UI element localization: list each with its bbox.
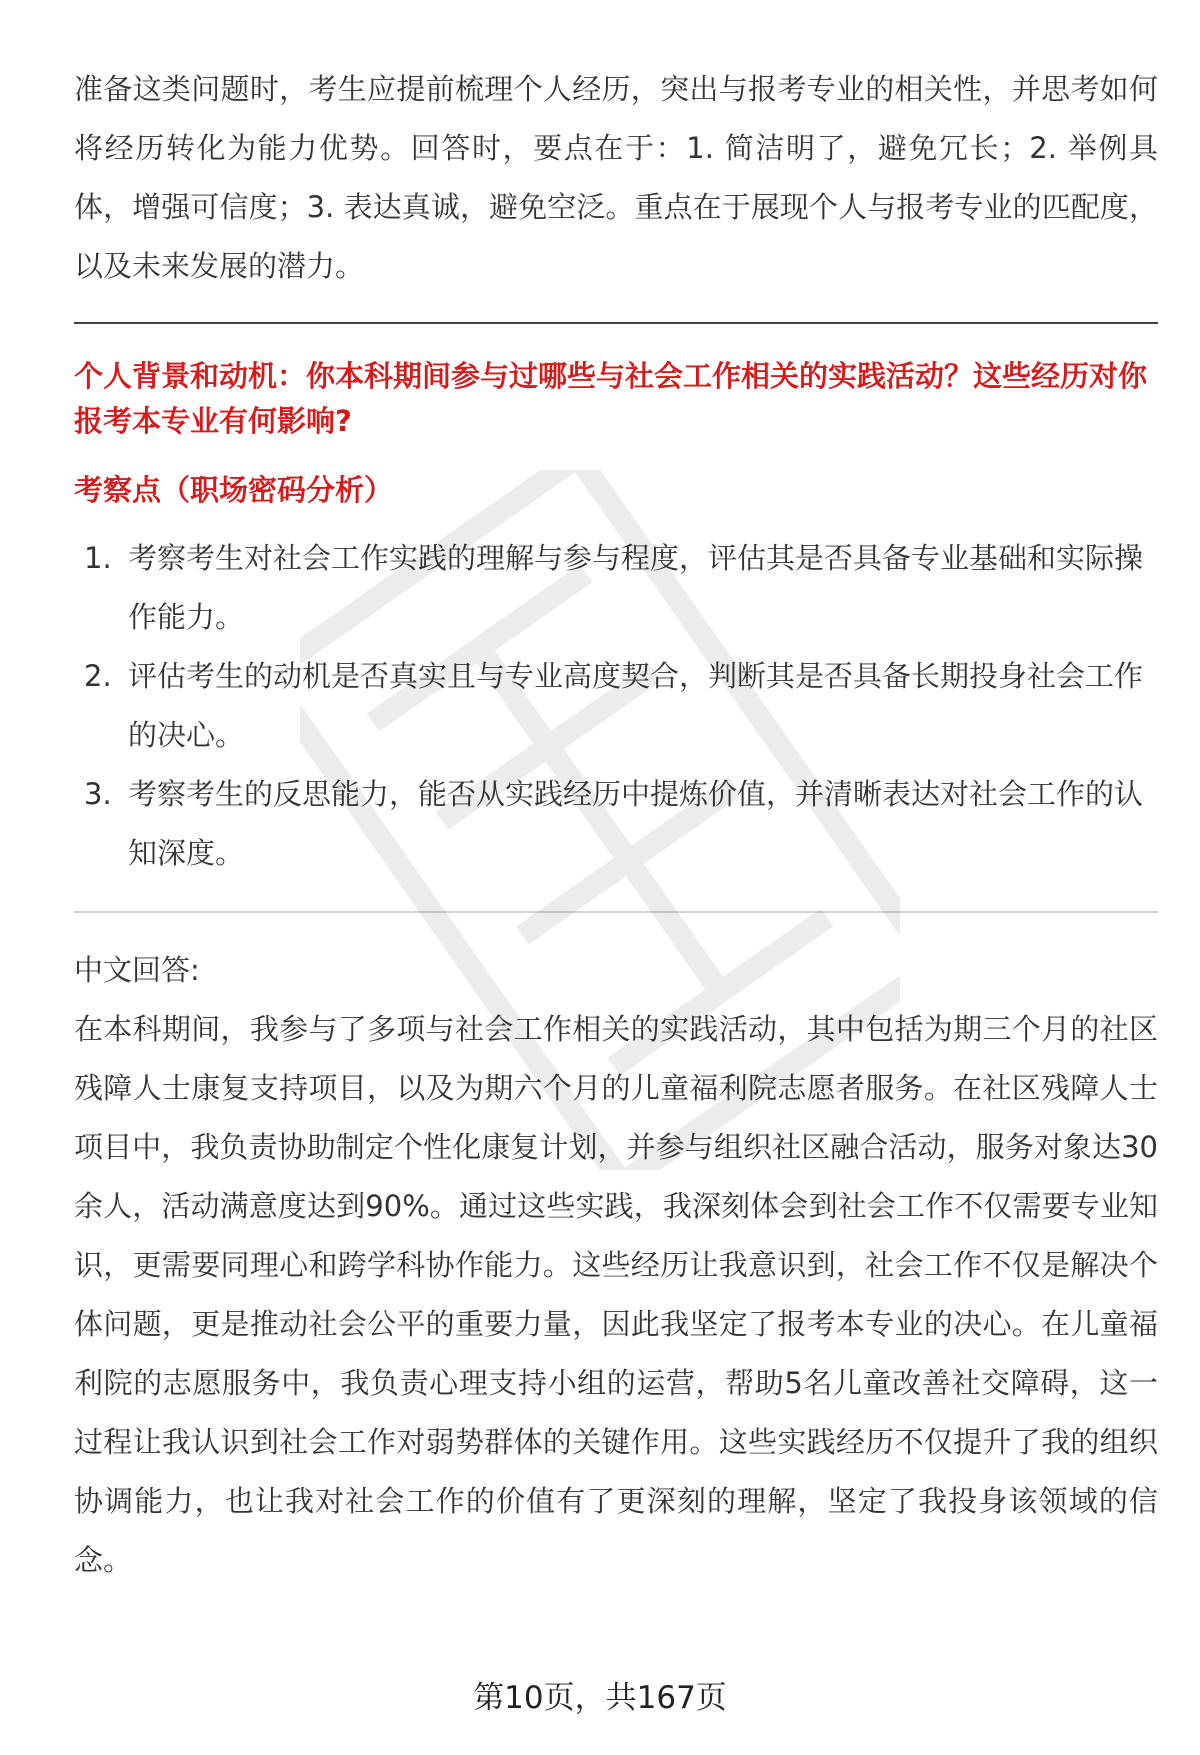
list-item-text: 评估考生的动机是否真实且与专业高度契合，判断其是否具备长期投身社会工作的决心。 (128, 659, 1144, 752)
answer-paragraph: 在本科期间，我参与了多项与社会工作相关的实践活动，其中包括为期三个月的社区残障人士康复支持项目，以及为期六个月的儿童福利院志愿者服务。在社区残障人士项目中，我负责协助制定个性化康复计划，并参与组织社区融合活动，服务对象达30余人，活动满意度达到90%。通过这些实践，我深刻体会到社会工作不仅需要专业知识，更需要同理心和跨学科协作能力。这些经历让我意识到，社会工作不仅是解决个体问题，更是推动社会公平的重要力量，因此我坚定了报考本专业的决心。在儿童福利院的志愿服务中，我负责心理支持小组的运营，帮助5名儿童改善社交障碍，这一过程让我认识到社会工作对弱势群体的关键作用。这些实践经历不仅提升了我的组织协调能力，也让我对社会工作的价值有了更深刻的理解，坚定了我投身该领域的信念。 (74, 1012, 1158, 1577)
page-footer: 第10页，共167页 (473, 1680, 727, 1716)
answer-label: 中文回答: (74, 953, 200, 987)
list-item (74, 765, 1158, 883)
intro-paragraph: 准备这类问题时，考生应提前梳理个人经历，突出与报考专业的相关性，并思考如何将经历转化为能力优势。回答时，要点在于：1. 简洁明了，避免冗长；2. 举例具体，增强可信度；3. 表达真诚，避免空泛。重点在于展现个人与报考专业的匹配度，以及未来发展的潜力。 (74, 72, 1158, 283)
assessment-heading: 考察点（职场密码分析） (74, 473, 394, 507)
list-item-text: 考察考生的反思能力，能否从实践经历中提炼价值，并清晰表达对社会工作的认知深度。 (128, 777, 1144, 870)
document-page (74, 60, 1158, 1590)
list-item-text: 考察考生对社会工作实践的理解与参与程度，评估其是否具备专业基础和实际操作能力。 (128, 541, 1144, 634)
list-item-number: 3. (84, 777, 112, 811)
list-item-number: 2. (84, 659, 112, 693)
assessment-list (74, 529, 1158, 883)
list-item (74, 647, 1158, 765)
answer-divider (74, 911, 1158, 913)
list-item (74, 529, 1158, 647)
section-divider (74, 322, 1158, 324)
list-item-number: 1. (84, 541, 112, 575)
question-heading: 个人背景和动机：你本科期间参与过哪些与社会工作相关的实践活动？这些经历对你报考本专业有何影响? (74, 359, 1148, 438)
